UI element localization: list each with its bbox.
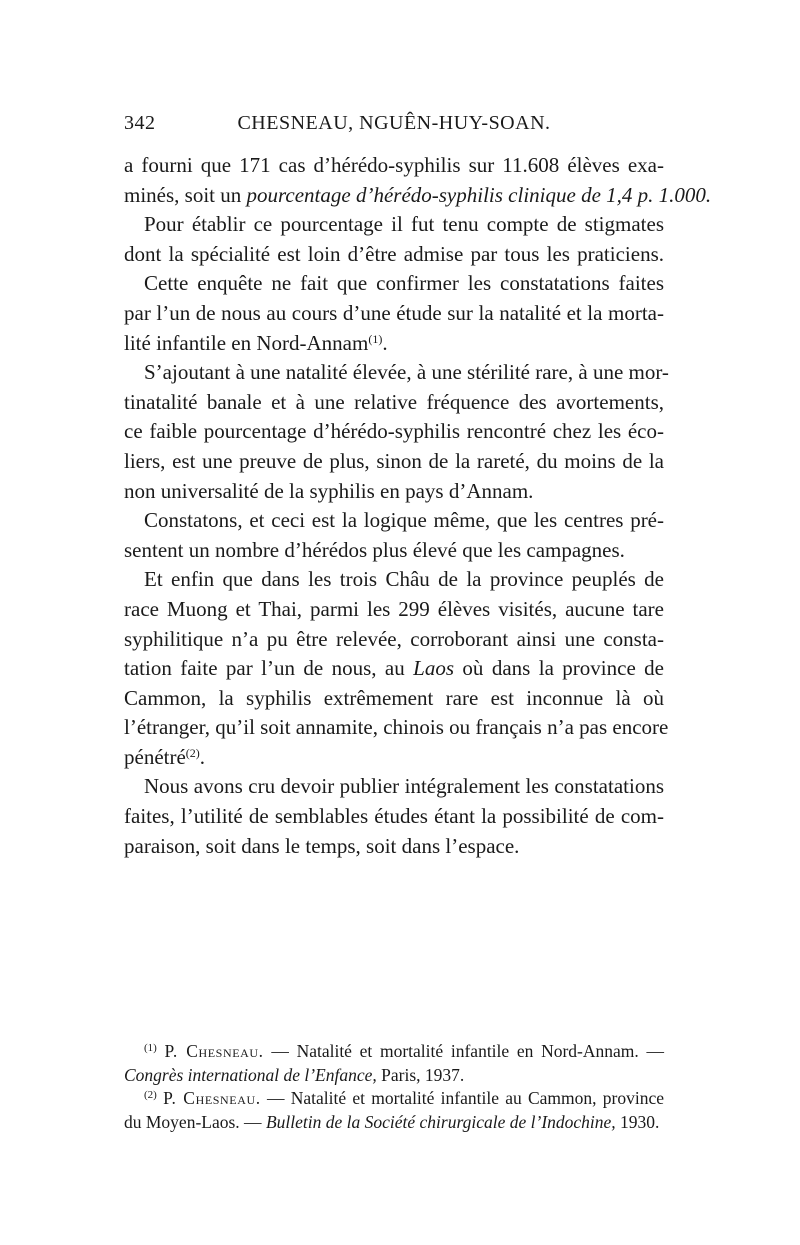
footnote-author: P. Chesneau. (163, 1088, 261, 1108)
text-span: Paris, 1937. (376, 1064, 465, 1085)
text-line: par l’un de nous au cours d’une étude sur la natalité et la morta- (124, 300, 664, 325)
footnote-1-line (124, 1040, 664, 1064)
footnote-source: Bulletin de la Société chirurgicale de l’Indochine, (265, 1111, 616, 1132)
footnote-1-line (124, 1064, 664, 1088)
paragraph-first-line: Pour établir ce pourcentage il fut tenu compte de stigmates (144, 212, 664, 237)
text-span: 1930. (615, 1111, 660, 1132)
text-line: tinatalité banale et à une relative fréquence des avortements, (124, 389, 664, 414)
text-span: où dans la province de (454, 656, 664, 681)
paragraph-first-line: Cette enquête ne fait que confirmer les constatations faites (144, 271, 664, 296)
page-number: 342 (124, 112, 156, 134)
running-title: CHESNEAU, NGUÊN-HUY-SOAN. (237, 112, 551, 134)
text-span: du Moyen-Laos. — (124, 1111, 266, 1132)
text-line (124, 181, 712, 211)
text-span: — Natalité et mortalité infantile au Cammon, province (260, 1088, 665, 1108)
paragraph-first-line: Nous avons cru devoir publier intégralement les constatations (144, 774, 664, 799)
footnotes (124, 1040, 664, 1134)
text-line: faites, l’utilité de semblables études étant la possibilité de com- (124, 804, 664, 829)
text-span: pénétré (124, 744, 186, 769)
text-line (124, 654, 664, 684)
text-line: sentent un nombre d’hérédos plus élevé que les campagnes. (124, 537, 625, 562)
text-line: liers, est une preuve de plus, sinon de la rareté, du moins de la (124, 448, 664, 473)
footnote-mark-1: (1) (144, 1042, 157, 1054)
text-span: minés, soit un (124, 182, 247, 207)
footnote-2-line (124, 1111, 664, 1135)
italic-laos: Laos (413, 656, 455, 681)
text-line: Cammon, la syphilis extrêmement rare est inconnue là où (124, 685, 664, 710)
text-line: paraison, soit dans le temps, soit dans l’espace. (124, 833, 520, 858)
text-line: l’étranger, qu’il soit annamite, chinois ou français n’a pas encore (124, 715, 669, 740)
paragraph-first-line: S’ajoutant à une natalité élevée, à une stérilité rare, à une mor- (144, 360, 669, 385)
body-text (124, 151, 712, 861)
footnote-2-line (124, 1087, 664, 1111)
text-span: . (382, 330, 388, 355)
footnote-author: P. Chesneau. (164, 1041, 264, 1061)
text-line: race Muong et Thai, parmi les 299 élèves visités, aucune tare (124, 596, 664, 621)
text-line: non universalité de la syphilis en pays d’Annam. (124, 478, 534, 503)
text-line (124, 329, 664, 359)
footnote-ref-1: (1) (368, 331, 383, 346)
text-span: . (199, 744, 206, 769)
text-line: ce faible pourcentage d’hérédo-syphilis rencontré chez les éco- (124, 419, 664, 444)
footnote-source: Congrès international de l’Enfance, (124, 1064, 377, 1085)
text-span: tation faite par l’un de nous, au (124, 656, 414, 681)
text-span: lité infantile en Nord-Annam (124, 330, 369, 355)
text-line: a fourni que 171 cas d’hérédo-syphilis sur 11.608 élèves exa- (124, 153, 664, 177)
text-span: — Natalité et mortalité infantile en Nord-Annam. — (263, 1041, 664, 1061)
text-line: dont la spécialité est loin d’être admise par tous les praticiens. (124, 241, 664, 266)
italic-phrase: pourcentage d’hérédo-syphilis clinique de 1,4 p. 1.000. (246, 182, 712, 207)
text-line: syphilitique n’a pu être relevée, corroborant ainsi une consta- (124, 626, 664, 651)
text-line (124, 743, 664, 773)
paragraph-first-line: Et enfin que dans les trois Châu de la province peuplés de (144, 567, 664, 592)
paragraph-first-line: Constatons, et ceci est la logique même, que les centres pré- (144, 508, 664, 533)
running-header (124, 112, 664, 142)
footnote-ref-2: (2) (185, 745, 200, 760)
footnote-mark-2: (2) (144, 1089, 157, 1101)
